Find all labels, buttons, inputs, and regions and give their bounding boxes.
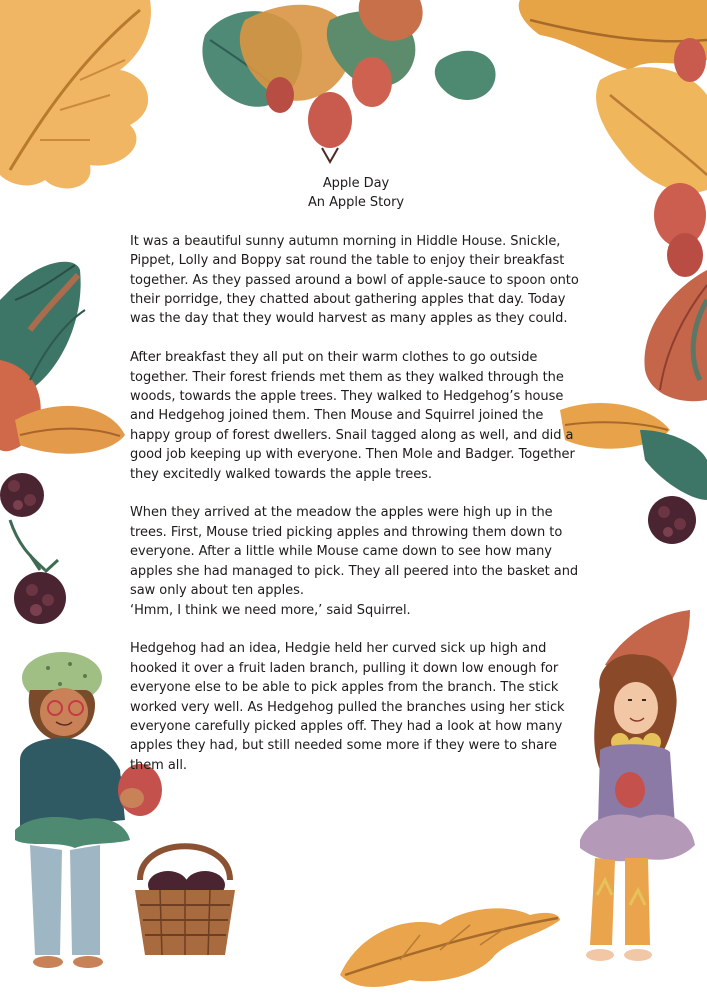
text-line: saw only about ten apples. <box>130 583 304 599</box>
text-line: happy group of forest dwellers. Snail tagged along as well, and did a <box>130 427 574 443</box>
story-text-block <box>130 174 582 795</box>
oak-leaf-bottom <box>340 908 560 987</box>
text-line: and Hedgehog joined them. Then Mouse and Squirrel joined the <box>130 408 544 424</box>
text-line: trees. First, Mouse tried picking apples and throwing them down to <box>130 524 563 540</box>
story-title: Apple Day <box>322 176 390 191</box>
dialogue-line: ‘Hmm, I think we need more,’ said Squirrel. <box>130 602 411 618</box>
text-line: It was a beautiful sunny autumn morning in Hiddle House. Snickle, <box>130 233 561 249</box>
text-line: everyone. After a little while Mouse came down to see how many <box>130 544 552 560</box>
apple-basket-illustration <box>135 846 235 955</box>
paragraph-2 <box>130 348 582 484</box>
oak-leaf-top-left <box>0 0 151 188</box>
story-heading <box>226 174 486 213</box>
text-line: they excitedly walked towards the apple trees. <box>130 466 432 482</box>
text-line: woods, towards the apple trees. They walked to Hedgehog’s house <box>130 389 564 405</box>
paragraph-1 <box>130 232 582 329</box>
text-line: together. Their forest friends met them as they walked through the <box>130 369 564 385</box>
text-line: together. As they passed around a bowl of apple-sauce to spoon onto <box>130 272 579 288</box>
text-line: apples she had managed to pick. They all peered into the basket and <box>130 563 579 579</box>
text-line: them all. <box>130 757 188 773</box>
text-line: good job keeping up with everyone. Then Mole and Badger. Together <box>130 447 575 463</box>
paragraph-4 <box>130 639 582 775</box>
text-line: their porridge, they chatted about gathering apples that day. Today <box>130 292 566 308</box>
text-line: everyone else to be able to pick apples from the branch. The stick <box>130 680 559 696</box>
right-leaves <box>560 270 707 544</box>
story-subtitle: An Apple Story <box>307 195 405 211</box>
text-line: After breakfast they all put on their warm clothes to go outside <box>130 350 538 366</box>
text-line: was the day that they would harvest as many apples as they could. <box>130 311 568 327</box>
text-line: worked very well. As Hedgehog pulled the branches using her stick <box>130 699 565 715</box>
paragraph-3 <box>130 503 582 619</box>
text-line: everyone carefully picked apples off. They had a look at how many <box>130 718 563 734</box>
text-line: apples they had, but still needed some more if they were to share <box>130 738 557 754</box>
top-center-leaves <box>202 0 495 162</box>
text-line: hooked it over a fruit laden branch, pulling it down low enough for <box>130 660 559 676</box>
text-line: When they arrived at the meadow the apples were high up in the <box>130 505 553 521</box>
left-leaves <box>0 262 125 624</box>
text-line: Hedgehog had an idea, Hedgie held her curved sick up high and <box>130 641 547 657</box>
child-right-illustration <box>580 610 695 961</box>
text-line: Pippet, Lolly and Boppy sat round the table to enjoy their breakfast <box>130 253 565 269</box>
